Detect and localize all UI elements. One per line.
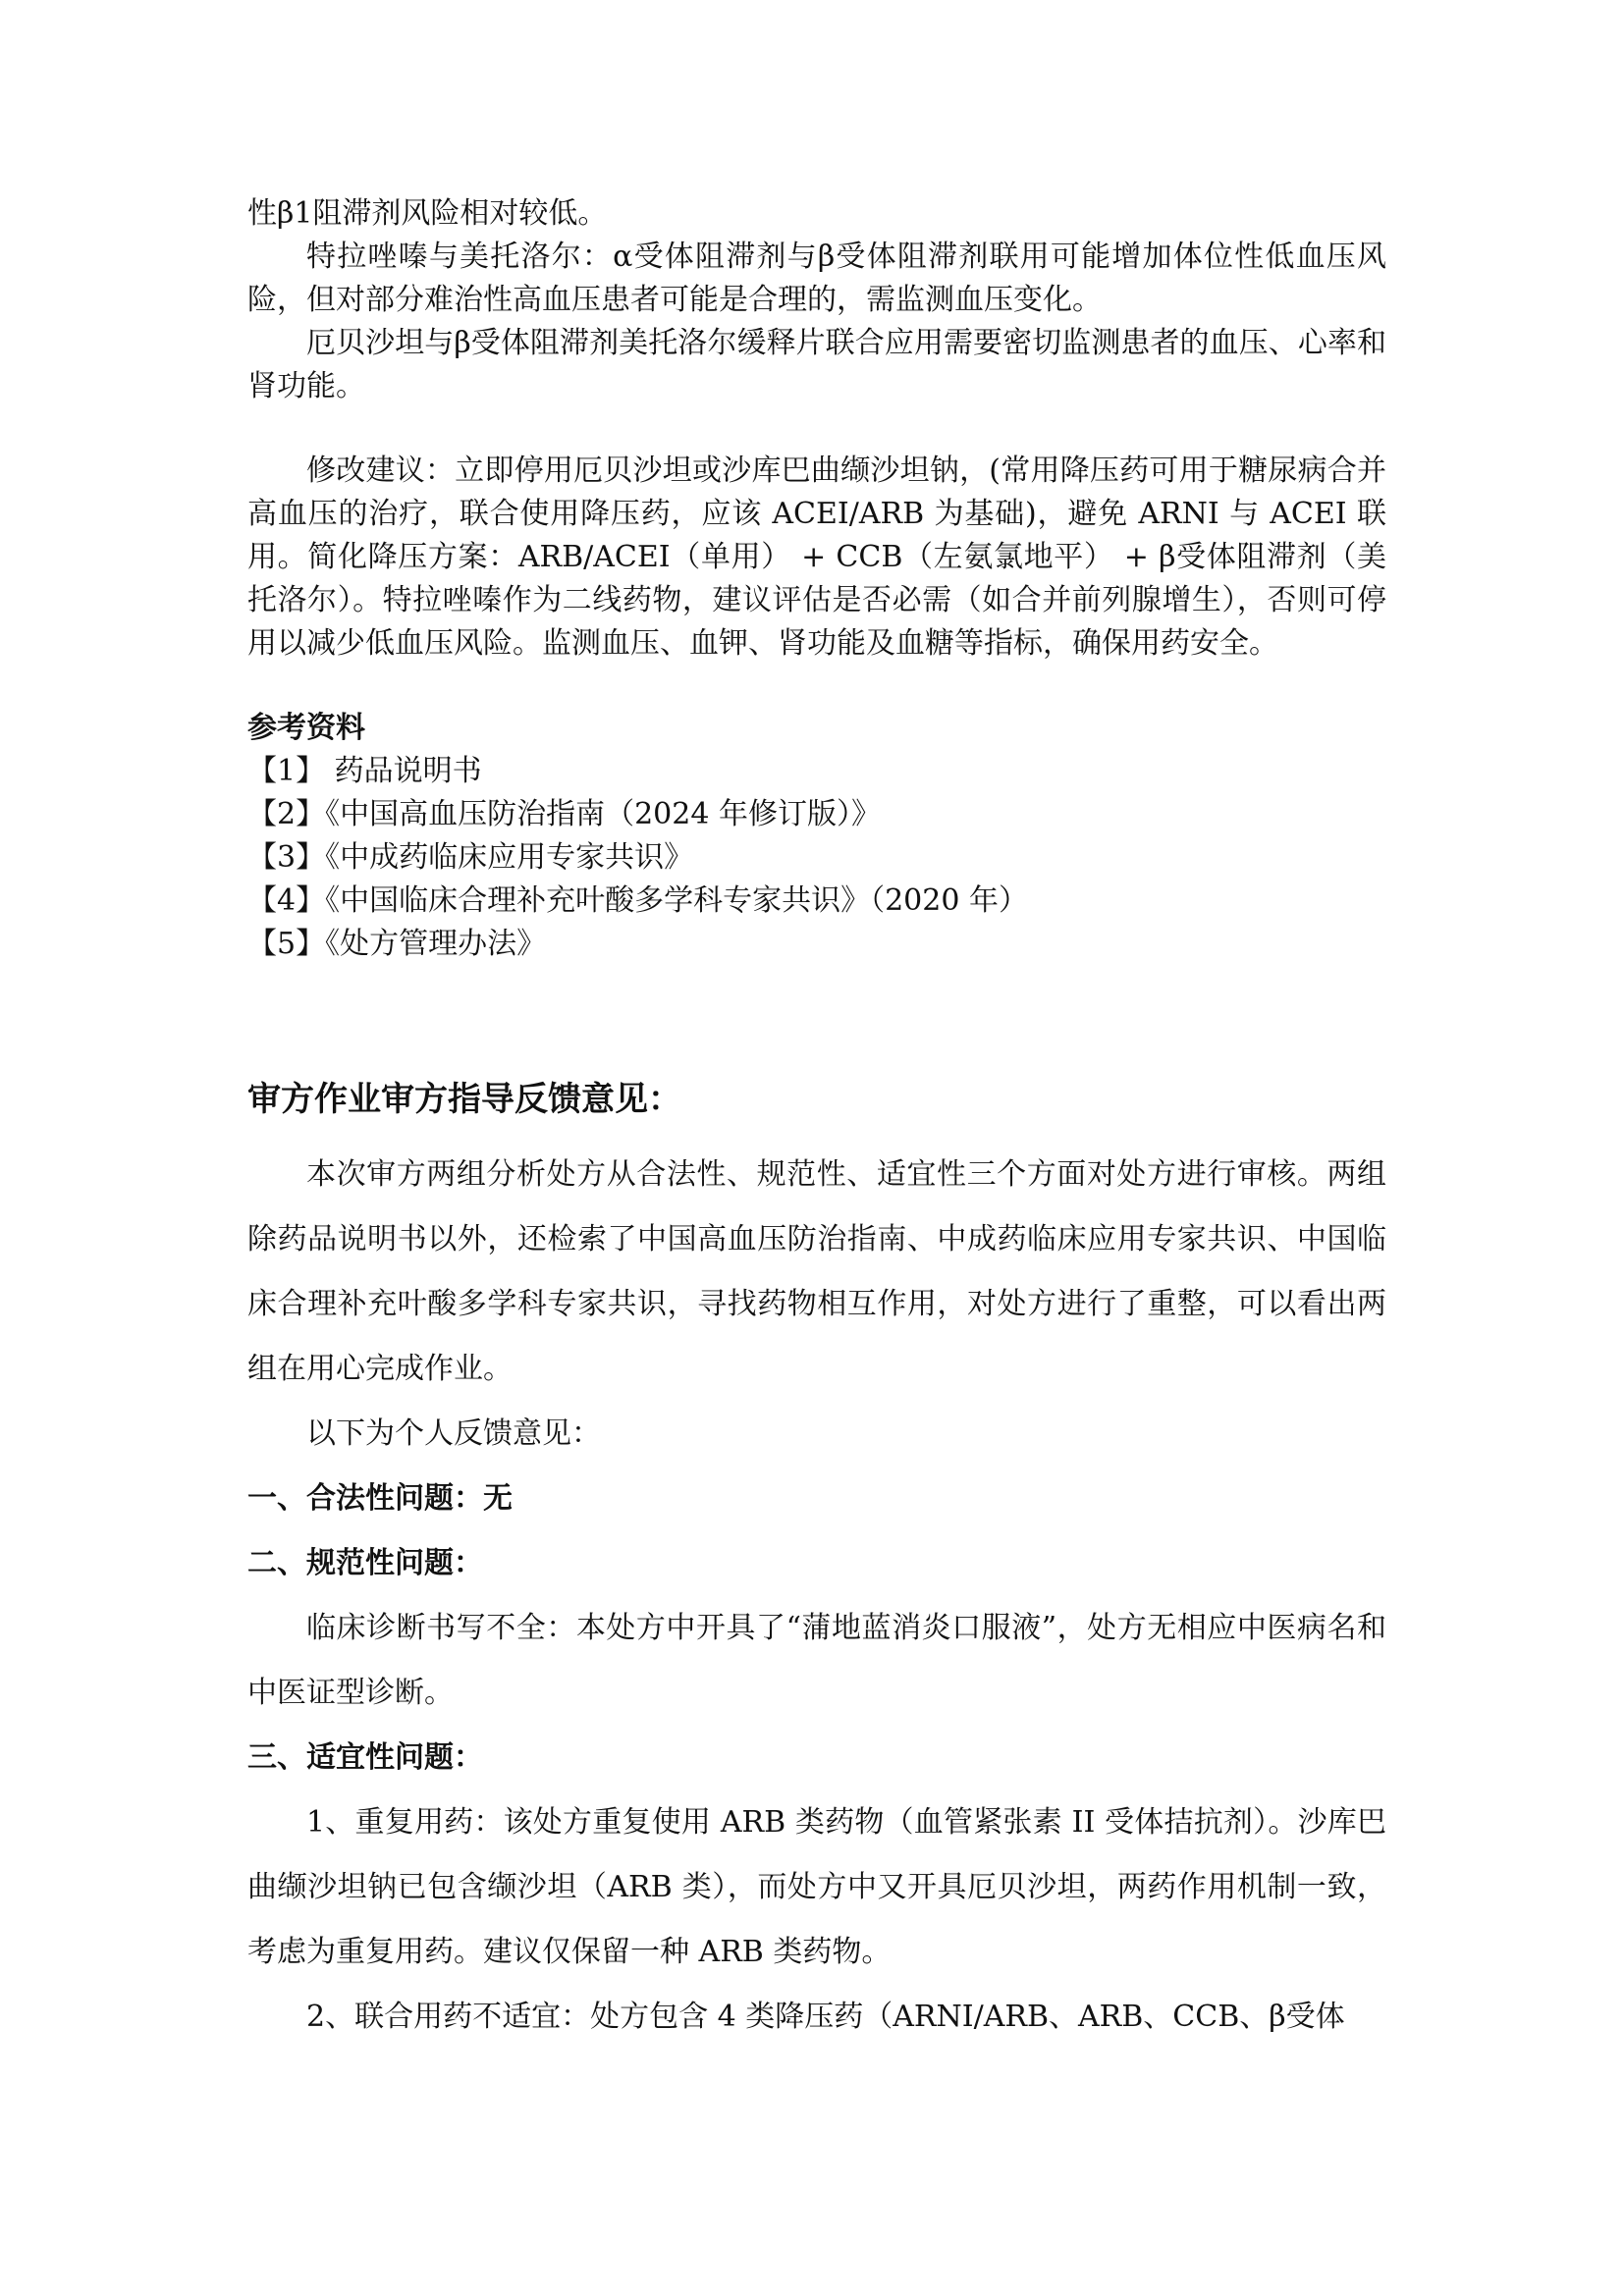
analysis-paragraph-3: 厄贝沙坦与β受体阻滞剂美托洛尔缓释片联合应用需要密切监测患者的血压、心率和肾功能。 [247,326,1386,403]
analysis-paragraph-2: 特拉唑嗪与美托洛尔：α受体阻滞剂与β受体阻滞剂联用可能增加体位性低血压风险，但对部分难治性高血压患者可能是合理的，需监测血压变化。 [247,240,1386,317]
spacer [247,966,1386,1074]
reference-item-1: 【1】 药品说明书 [247,754,482,788]
references-title: 参考资料 [247,711,365,745]
reference-item-3: 【3】《中成药临床应用专家共识》 [247,840,694,875]
feedback-intro: 本次审方两组分析处方从合法性、规范性、适宜性三个方面对处方进行审核。两组除药品说明书以外，还检索了中国高血压防治指南、中成药临床应用专家共识、中国临床合理补充叶酸多学科专家共识，寻找药物相互作用，对处方进行了重整，可以看出两组在用心完成作业。 [247,1157,1386,1386]
reference-item-2: 【2】《中国高血压防治指南（2024 年修订版）》 [247,797,881,831]
standardization-paragraph: 临床诊断书写不全：本处方中开具了“蒲地蓝消炎口服液”，处方无相应中医病名和中医证型诊断。 [247,1611,1386,1710]
feedback-personal: 以下为个人反馈意见： [306,1416,601,1451]
feedback-title: 审方作业审方指导反馈意见： [247,1080,681,1119]
appropriateness-paragraph-2: 2、联合用药不适宜：处方包含 4 类降压药（ARNI/ARB、ARB、CCB、β受体 [306,2000,1345,2034]
heading-standardization: 二、规范性问题： [247,1546,483,1580]
reference-item-4: 【4】《中国临床合理补充叶酸多学科专家共识》（2020 年） [247,883,1028,918]
document-page [247,192,1386,2050]
spacer [247,666,1386,707]
heading-legality: 一、合法性问题：无 [247,1481,513,1516]
modification-suggestion: 修改建议：立即停用厄贝沙坦或沙库巴曲缬沙坦钠，(常用降压药可用于糖尿病合并高血压的治疗，联合使用降压药，应该 ACEI/ARB 为基础)，避免 ARNI 与 ACEI 联用。简化降压方案：ARB/ACEI（单用） + CCB（左氨氯地平） + β受体阻滞剂（美托洛尔）。特拉唑嗪作为二线药物，建议评估是否必需（如合并前列腺增生），否则可停用以减少低血压风险。监测血压、血钾、肾功能及血糖等指标，确保用药安全。 [247,454,1386,661]
appropriateness-paragraph-1: 1、重复用药：该处方重复使用 ARB 类药物（血管紧张素 II 受体拮抗剂）。沙库巴曲缬沙坦钠已包含缬沙坦（ARB 类），而处方中又开具厄贝沙坦，两药作用机制一致，考虑为重复用药。建议仅保留一种 ARB 类药物。 [247,1805,1386,1969]
analysis-paragraph-1: 性β1阻滞剂风险相对较低。 [247,196,608,231]
spacer [247,408,1386,450]
heading-appropriateness: 三、适宜性问题： [247,1740,483,1775]
reference-item-5: 【5】《处方管理办法》 [247,927,547,961]
